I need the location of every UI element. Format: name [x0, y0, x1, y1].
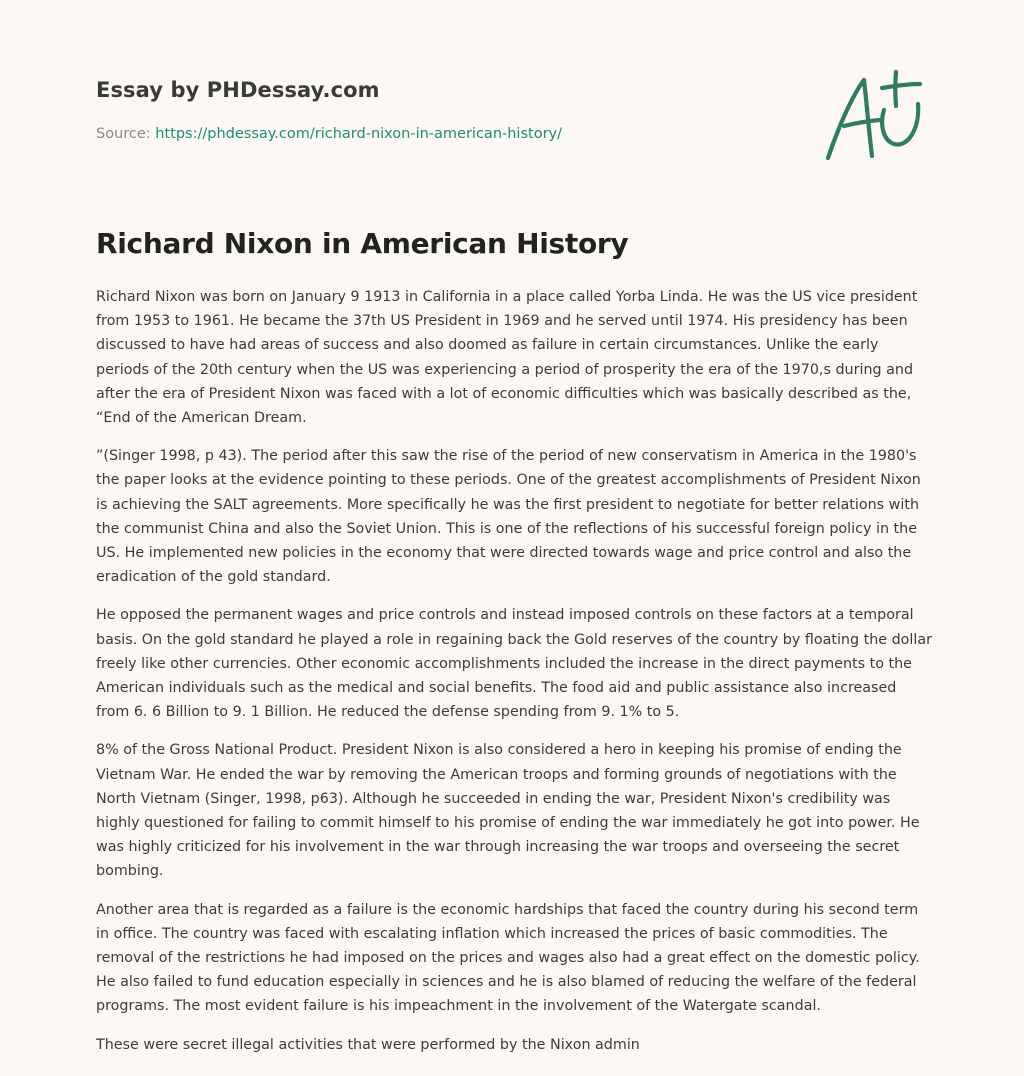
essay-paragraph: Richard Nixon was born on January 9 1913 in California in a place called Yorba Linda. He was the US vice president from 1953 to 1961. He became the 37th US President in 1969 and he served until 1974. His presidency has been discussed to have had areas of success and also doomed as failure in certain circumstances. Unlike the early periods of the 20th century when the US was experiencing a period of prosperity the era of the 1970,s during and after the era of President Nixon was faced with a lot of economic difficulties which was basically described as the, “End of the American Dream.: [96, 289, 918, 427]
source-link[interactable]: https://phdessay.com/richard-nixon-in-american-history/: [155, 126, 562, 142]
a-plus-logo-icon: [822, 66, 932, 166]
essay-paragraph: Another area that is regarded as a failure is the economic hardships that faced the country during his second term in office. The country was faced with escalating inflation which increased the prices of basic commodities. The removal of the restrictions he had imposed on the prices and wages also had a great effect on the domestic policy. He also failed to fund education especially in sciences and he is also blamed of reducing the welfare of the federal programs. The most evident failure is his impeachment in the involvement of the Watergate scandal.: [96, 901, 920, 1015]
essay-paragraph: ”(Singer 1998, p 43). The period after this saw the rise of the period of new conservatism in America in the 1980's the paper looks at the evidence pointing to these periods. One of the greatest accomplishments of President Nixon is achieving the SALT agreements. More specifically he was the first president to negotiate for better relations with the communist China and also the Soviet Union. This is one of the reflections of his successful foreign policy in the US. He implemented new policies in the economy that were directed towards wage and price control and also the eradication of the gold standard.: [96, 448, 921, 586]
source-label: Source:: [96, 126, 156, 142]
brand-title: Essay by PHDessay.com: [96, 78, 380, 102]
source-line: [96, 124, 562, 144]
essay-paragraph: 8% of the Gross National Product. President Nixon is also considered a hero in keeping his promise of ending the Vietnam War. He ended the war by removing the American troops and forming grounds of negotiations with the North Vietnam (Singer, 1998, p63). Although he succeeded in ending the war, President Nixon's credibility was highly questioned for failing to commit himself to his promise of ending the war immediately he got into power. He was highly criticized for his involvement in the war through increasing the war troops and overseeing the secret bombing.: [96, 742, 920, 880]
essay-body: [96, 285, 932, 1071]
essay-paragraph: He opposed the permanent wages and price controls and instead imposed controls on these factors at a temporal basis. On the gold standard he played a role in regaining back the Gold reserves of the country by floating the dollar freely like other currencies. Other economic accomplishments included the increase in the direct payments to the American individuals such as the medical and social benefits. The food aid and public assistance also increased from 6. 6 Billion to 9. 1 Billion. He reduced the defense spending from 9. 1% to 5.: [96, 607, 933, 721]
essay-paragraph: These were secret illegal activities that were performed by the Nixon admin: [96, 1036, 640, 1053]
document-header: [96, 76, 736, 142]
essay-title: Richard Nixon in American History: [96, 227, 629, 260]
